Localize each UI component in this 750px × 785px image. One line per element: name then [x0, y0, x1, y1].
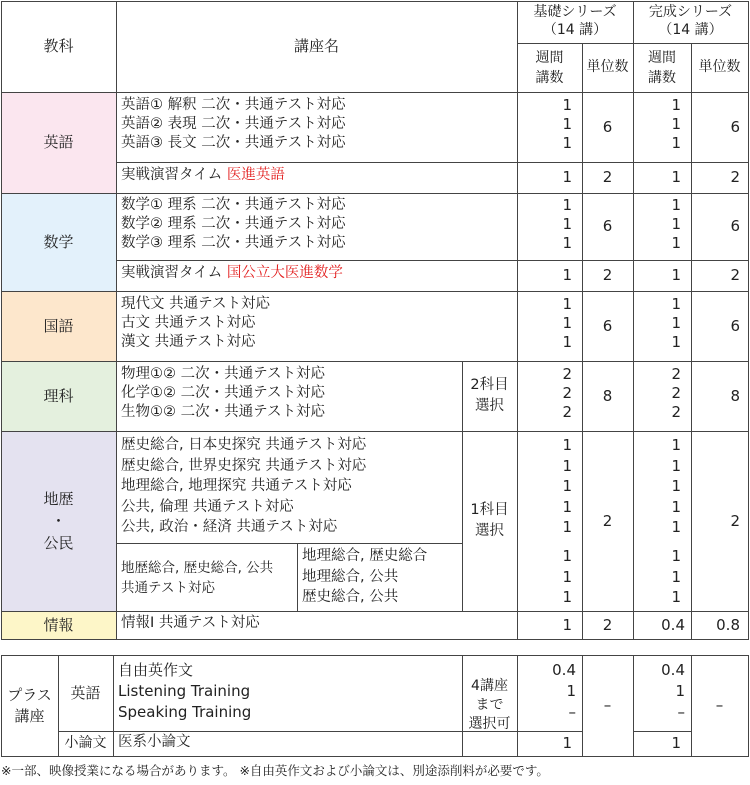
- info-courses: 情報Ⅰ 共通テスト対応: [121, 615, 260, 631]
- info-complete-credits: 0.8: [716, 615, 740, 634]
- complete-series-count: （14 講）: [658, 22, 723, 39]
- plus-essay-complete-weekly: 1: [671, 734, 681, 753]
- math-practice-basic-weekly: 1: [562, 266, 572, 285]
- math-basic-credits: 6: [602, 217, 613, 236]
- plus-english-courses: 自由英作文 Listening Training Speaking Training: [118, 661, 252, 721]
- math-courses: 数学① 理系 二次・共通テスト対応 数学② 理系 二次・共通テスト対応 数学③ 理系 二次・共通テスト対応: [121, 197, 346, 251]
- math-complete-weekly: 1 1 1: [671, 196, 681, 252]
- english-complete-weekly: 1 1 1: [671, 96, 681, 152]
- complete-series-title: 完成シリーズ: [648, 4, 733, 21]
- social-complete-credits: 2: [730, 511, 740, 530]
- math-basic-weekly: 1 1 1: [562, 196, 572, 252]
- info-basic-credits: 2: [602, 615, 613, 634]
- japanese-complete-credits: 6: [730, 316, 740, 335]
- math-practice-complete-credits: 2: [730, 266, 740, 285]
- social-courses: 歴史総合, 日本史探究 共通テスト対応 歴史総合, 世界史探究 共通テスト対応 地理総合, 地理探究 共通テスト対応 公共, 倫理 共通テスト対応 公共, 政治・経済 共通テスト対応: [121, 437, 367, 535]
- social-combo-right: 地理総合, 歴史総合 地理総合, 公共 歴史総合, 公共: [302, 548, 428, 605]
- subject-math: 数学: [43, 232, 74, 251]
- subject-japanese: 国語: [43, 316, 74, 335]
- grid-table-bottom: [1, 639, 748, 640]
- plus-grid-subject-right: [113, 655, 114, 757]
- basic-series-count: （14 講）: [542, 22, 608, 39]
- japanese-courses: 現代文 共通テスト対応 古文 共通テスト対応 漢文 共通テスト対応: [121, 296, 271, 350]
- complete-credits-header: 単位数: [698, 58, 741, 75]
- english-practice-prefix: 実戦演習タイム: [121, 167, 227, 183]
- subject-science: 理科: [43, 386, 74, 405]
- header-course-name: 講座名: [293, 37, 339, 56]
- social-complete-weekly-bottom: 1 1 1: [671, 547, 681, 606]
- basic-weekly-header: 週間 講数: [535, 49, 564, 86]
- science-basic-weekly: 2 2 2: [562, 365, 572, 421]
- subject-info: 情報: [43, 615, 74, 634]
- grid-right: [748, 1, 749, 640]
- grid-combo-mid: [297, 543, 298, 611]
- subject-social: 地歴 ・ 公民: [43, 490, 74, 552]
- english-practice-complete-weekly: 1: [671, 168, 681, 187]
- english-courses: 英語① 解釈 二次・共通テスト対応 英語② 表現 二次・共通テスト対応 英語③ 長文 二次・共通テスト対応: [121, 97, 346, 151]
- math-practice-basic-credits: 2: [602, 266, 613, 285]
- basic-series-title: 基礎シリーズ: [533, 4, 617, 21]
- plus-basic-credits: –: [603, 696, 612, 715]
- math-complete-credits: 6: [730, 217, 740, 236]
- plus-essay-basic-weekly: 1: [562, 734, 572, 753]
- english-practice-course: [121, 168, 285, 184]
- subject-english: 英語: [43, 133, 74, 152]
- japanese-basic-credits: 6: [602, 316, 613, 335]
- social-combo-left: 地歴総合, 歴史総合, 公共 共通テスト対応: [121, 560, 274, 596]
- grid-social-combo: [116, 543, 462, 544]
- plus-english-complete-weekly: 0.4 1 –: [661, 661, 685, 721]
- english-practice-complete-credits: 2: [730, 168, 740, 187]
- basic-credits-header: 単位数: [586, 58, 629, 75]
- science-selection: 2科目 選択: [470, 377, 509, 414]
- info-complete-weekly: 0.4: [661, 615, 685, 634]
- english-practice-basic-weekly: 1: [562, 168, 572, 187]
- plus-grid-right: [748, 655, 749, 757]
- plus-essay-course: 医系小論文: [118, 734, 191, 750]
- social-complete-weekly-top: 1 1 1 1 1: [671, 436, 681, 536]
- science-complete-weekly: 2 2 2: [671, 365, 681, 421]
- social-basic-credits: 2: [602, 511, 613, 530]
- plus-selection: 4講座 まで 選択可: [468, 678, 511, 732]
- science-courses: 物理①② 二次・共通テスト対応 化学①② 二次・共通テスト対応 生物①② 二次・共通テスト対応: [121, 366, 326, 420]
- social-basic-weekly-bottom: 1 1 1: [562, 547, 572, 606]
- info-basic-weekly: 1: [562, 615, 572, 634]
- plus-essay-subject: 小論文: [64, 734, 107, 751]
- social-basic-weekly-top: 1 1 1 1 1: [562, 436, 572, 536]
- english-basic-weekly: 1 1 1: [562, 96, 572, 152]
- science-complete-credits: 8: [730, 386, 740, 405]
- grid-subject-right: [116, 1, 117, 640]
- math-practice-highlight: 国公立大医進数学: [226, 265, 343, 281]
- science-basic-credits: 8: [602, 386, 613, 405]
- plus-english-basic-weekly: 0.4 1 –: [552, 661, 576, 721]
- footnote: ※一部、映像授業になる場合があります。 ※自由英作文および小論文は、別途添削料が必要です。: [1, 763, 549, 778]
- plus-complete-credits: –: [715, 696, 724, 715]
- math-practice-complete-weekly: 1: [671, 266, 681, 285]
- english-practice-highlight: 医進英語: [226, 167, 285, 183]
- plus-english-subject: 英語: [70, 683, 101, 702]
- math-practice-prefix: 実戦演習タイム: [121, 265, 227, 281]
- english-complete-credits: 6: [730, 117, 740, 136]
- english-basic-credits: 6: [602, 117, 613, 136]
- math-practice-course: [121, 266, 343, 282]
- header-subject: 教科: [43, 37, 74, 56]
- social-selection: 1科目 選択: [470, 502, 509, 539]
- japanese-basic-weekly: 1 1 1: [562, 295, 572, 351]
- plus-label: プラス 講座: [7, 685, 52, 725]
- complete-weekly-header: 週間 講数: [648, 49, 676, 86]
- japanese-complete-weekly: 1 1 1: [671, 295, 681, 351]
- plus-grid-mid: [58, 731, 517, 732]
- english-practice-basic-credits: 2: [602, 168, 613, 187]
